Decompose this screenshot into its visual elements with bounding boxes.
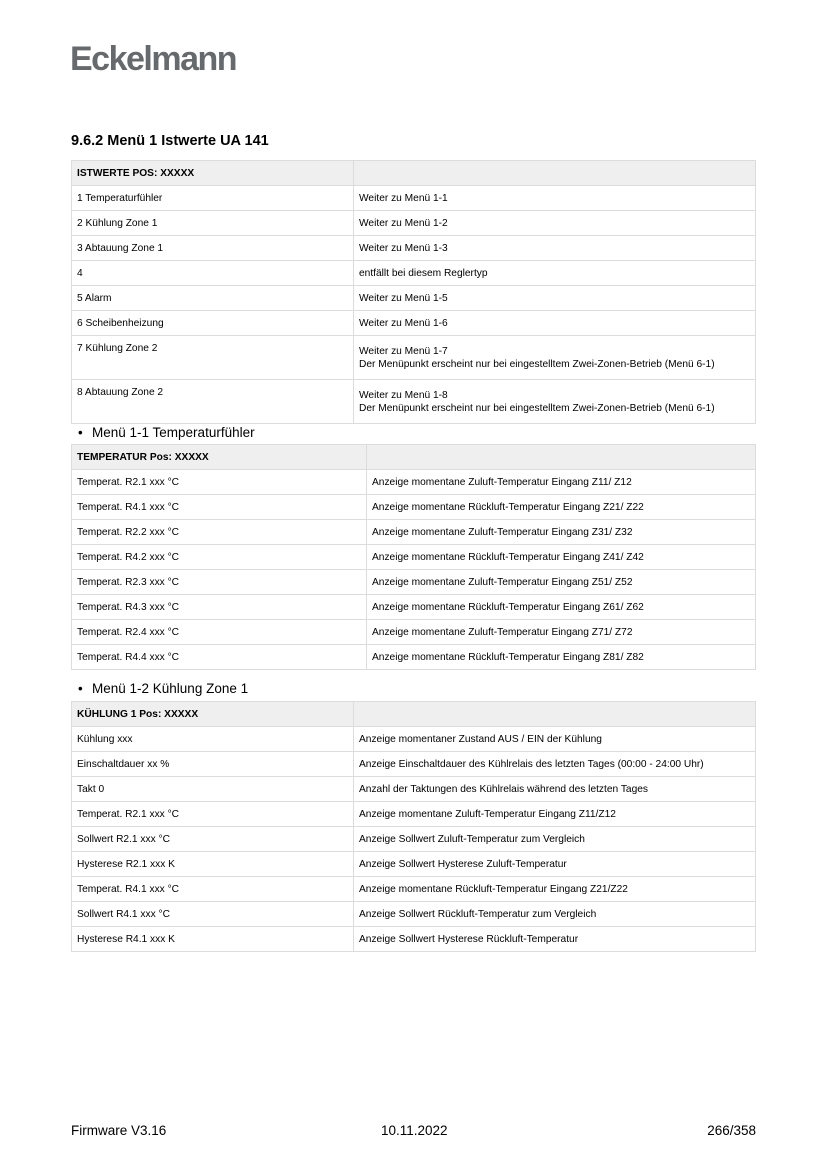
value-cell: Temperat. R4.4 xxx °C [72,645,367,670]
header-cell [367,445,756,470]
table-row [72,827,756,852]
table-row [72,286,756,311]
footer-date: 10.11.2022 [381,1123,448,1138]
value-cell: Hysterese R4.1 xxx K [72,927,354,952]
table-row [72,520,756,545]
subsection-heading [78,681,248,696]
menu-item-cell: 5 Alarm [72,286,354,311]
table-row [72,211,756,236]
value-cell: Kühlung xxx [72,727,354,752]
table-row [72,311,756,336]
description-cell: Weiter zu Menü 1-1 [354,186,756,211]
description-cell: Weiter zu Menü 1-2 [354,211,756,236]
header-cell [354,161,756,186]
header-cell: ISTWERTE POS: XXXXX [72,161,354,186]
menu-item-cell: 8 Abtauung Zone 2 [72,380,354,424]
table-row [72,186,756,211]
table-row [72,570,756,595]
value-cell: Hysterese R2.1 xxx K [72,852,354,877]
menu-item-cell: 6 Scheibenheizung [72,311,354,336]
description-cell: Anzeige Sollwert Hysterese Rückluft-Temperatur [354,927,756,952]
header-cell: TEMPERATUR Pos: XXXXX [72,445,367,470]
subsection-title: Menü 1-1 Temperaturfühler [92,425,255,440]
value-cell: Sollwert R2.1 xxx °C [72,827,354,852]
menu-item-cell: 7 Kühlung Zone 2 [72,336,354,380]
table-row [72,470,756,495]
table-row [72,595,756,620]
value-cell: Temperat. R4.1 xxx °C [72,495,367,520]
description-cell: Anzeige Einschaltdauer des Kühlrelais des letzten Tages (00:00 - 24:00 Uhr) [354,752,756,777]
table-row [72,495,756,520]
value-cell: Takt 0 [72,777,354,802]
description-cell: Anzeige momentane Rückluft-Temperatur Eingang Z81/ Z82 [367,645,756,670]
description-cell: Anzeige momentaner Zustand AUS / EIN der Kühlung [354,727,756,752]
table-row [72,236,756,261]
description-line: Weiter zu Menü 1-8 [359,389,448,401]
value-cell: Temperat. R2.4 xxx °C [72,620,367,645]
description-cell: Weiter zu Menü 1-6 [354,311,756,336]
description-cell: Anzeige Sollwert Zuluft-Temperatur zum Vergleich [354,827,756,852]
menu-item-cell: 1 Temperaturfühler [72,186,354,211]
value-cell: Temperat. R4.2 xxx °C [72,545,367,570]
section-title: 9.6.2 Menü 1 Istwerte UA 141 [71,133,269,149]
description-cell: Anzeige momentane Rückluft-Temperatur Eingang Z21/ Z22 [367,495,756,520]
value-cell: Temperat. R2.2 xxx °C [72,520,367,545]
table-row [72,336,756,380]
table-row [72,852,756,877]
description-cell: Anzeige Sollwert Hysterese Zuluft-Temperatur [354,852,756,877]
description-cell: Weiter zu Menü 1-5 [354,286,756,311]
value-cell: Temperat. R4.1 xxx °C [72,877,354,902]
description-note: Der Menüpunkt erscheint nur bei eingestelltem Zwei-Zonen-Betrieb (Menü 6-1) [359,358,715,370]
table-row [72,802,756,827]
value-cell: Temperat. R2.1 xxx °C [72,802,354,827]
description-cell: Anzeige momentane Zuluft-Temperatur Eingang Z51/ Z52 [367,570,756,595]
value-cell: Temperat. R2.1 xxx °C [72,470,367,495]
table-row [72,752,756,777]
description-cell: entfällt bei diesem Reglertyp [354,261,756,286]
table-row [72,645,756,670]
header-cell [354,702,756,727]
menu-item-cell: 3 Abtauung Zone 1 [72,236,354,261]
menu-item-cell: 2 Kühlung Zone 1 [72,211,354,236]
table-row [72,620,756,645]
description-cell: Anzeige momentane Rückluft-Temperatur Eingang Z41/ Z42 [367,545,756,570]
table-row [72,777,756,802]
description-cell [354,336,756,380]
value-cell: Temperat. R2.3 xxx °C [72,570,367,595]
table-row [72,261,756,286]
table-header-row [72,702,756,727]
value-cell: Sollwert R4.1 xxx °C [72,902,354,927]
table-row [72,927,756,952]
description-cell: Weiter zu Menü 1-3 [354,236,756,261]
kuehlung-table [71,701,756,952]
header-cell: KÜHLUNG 1 Pos: XXXXX [72,702,354,727]
description-line: Weiter zu Menü 1-7 [359,345,448,357]
subsection-heading [78,425,255,440]
description-note: Der Menüpunkt erscheint nur bei eingestelltem Zwei-Zonen-Betrieb (Menü 6-1) [359,402,715,414]
istwerte-table [71,160,756,424]
value-cell: Temperat. R4.3 xxx °C [72,595,367,620]
footer-page-number: 266/358 [707,1123,756,1138]
description-cell: Anzeige momentane Zuluft-Temperatur Eingang Z71/ Z72 [367,620,756,645]
description-cell: Anzeige momentane Zuluft-Temperatur Eingang Z11/Z12 [354,802,756,827]
table-header-row [72,445,756,470]
bullet-icon: • [78,681,83,696]
eckelmann-logo: Eckelmann [70,40,237,78]
table-row [72,727,756,752]
table-row [72,545,756,570]
table-row [72,902,756,927]
temperatur-table [71,444,756,670]
description-cell: Anzeige Sollwert Rückluft-Temperatur zum Vergleich [354,902,756,927]
menu-item-cell: 4 [72,261,354,286]
description-cell: Anzeige momentane Rückluft-Temperatur Eingang Z61/ Z62 [367,595,756,620]
table-header-row [72,161,756,186]
subsection-title: Menü 1-2 Kühlung Zone 1 [92,681,249,696]
description-cell: Anzeige momentane Zuluft-Temperatur Eingang Z31/ Z32 [367,520,756,545]
table-row [72,380,756,424]
description-cell [354,380,756,424]
table-row [72,877,756,902]
description-cell: Anzeige momentane Zuluft-Temperatur Eingang Z11/ Z12 [367,470,756,495]
description-cell: Anzeige momentane Rückluft-Temperatur Eingang Z21/Z22 [354,877,756,902]
value-cell: Einschaltdauer xx % [72,752,354,777]
bullet-icon: • [78,425,83,440]
footer-firmware: Firmware V3.16 [71,1123,167,1138]
description-cell: Anzahl der Taktungen des Kühlrelais während des letzten Tages [354,777,756,802]
